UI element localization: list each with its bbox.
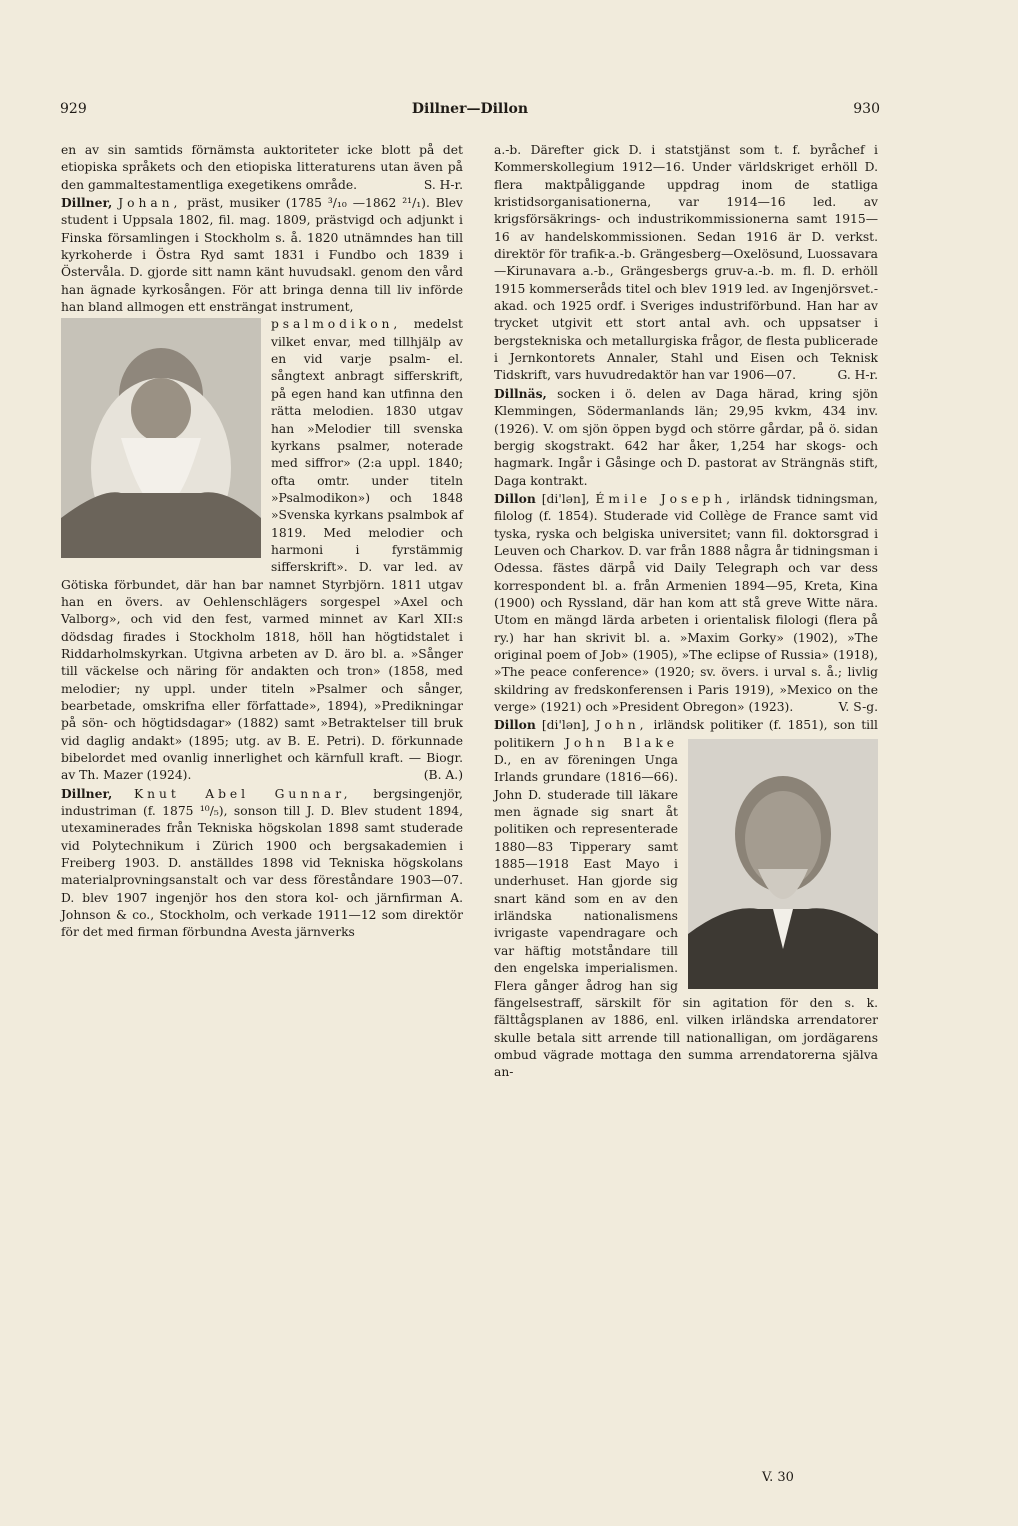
entry-headword: Dillon <box>494 490 536 506</box>
running-title: Dillner—Dillon <box>411 101 529 117</box>
entry-dillnas: Dillnäs, socken i ö. delen av Daga härad, kring sjön Klemmingen, Södermanlands län; 29,95 kvkm, 434 inv. (1926). V. om sjön öppen bygd och större gårdar, på ö. sidan bergig skogstrakt. 642 har åker, 1,254 har skogs- och hagmark. Ingår i Gåsinge och D. pastorat av Strängnäs stift, Daga kontrakt. <box>494 385 878 488</box>
author-signature: S. H-r. <box>423 177 463 192</box>
entry-given-name: John, <box>595 718 648 733</box>
portrait-johan-dillner <box>61 318 261 558</box>
entry-dillon-john: Dillon [di'lən], John, irländsk politiker (f. 1851), son till politikern John Blake D., en av föreningen Unga Irlands grundare (1816—66). John D. studerade till läkare men ägnade sig snart åt politiken och representerade 1880—83 Tipperary samt 1885—1918 East Mayo i underhuset. Han gjorde sig snart känd som en av den irländska nationalismens ivrigaste vapendragare och var häftig motståndare till den engelska imperialismen. Flera gånger ådrog han sig fängelsestraff, särskilt för sin agitation för den s. k. fälttågsplanen av 1886, enl. vilken irländska arrendatorer skulle betala sitt arrende till nationalligan, om jordägarens ombud vägrade mottaga den summa arrendatorerna själva an- <box>494 717 878 1080</box>
instrument-name: psalmodikon, <box>271 317 402 332</box>
entry-dillon-emile: Dillon [di'lən], Émile Joseph, irländsk tidningsman, filolog (f. 1854). Studerade vid Collège de France samt vid tyska, ryska och belgiska universitet; vann fil. doktorsgrad i Leuven och Charkov. D. var från 1888 några år tidningsman i Odessa. fästes därpå vid Daily Telegraph och var dess korrespondent bl. a. från Armenien 1894—95, Kreta, Kina (1900) och Ryssland, där han kom att stå greve Witte nära. Utom en mängd lärda arbeten i orientalisk filologi (flera på ry.) har han skrivit bl. a. »Maxim Gorky» (1902), »The original poem of Job» (1905), »The eclipse of Russia» (1918), »The peace conference» (1920; sv. övers. i urval s. å.; livlig skildring av fredskonferensen i Paris 1919), »Mexico on the verge» (1921) och »President Obregon» (1923). V. S-g. <box>494 490 878 716</box>
entry-continuation-knut: a.-b. Därefter gick D. i statstjänst som t. f. byråchef i Kommerskollegium 1912—16. Under världskriget erhöll D. flera maktpåliggande uppdrag inom de statliga kristidsorganisationerna, var 1914—16 led. av krigsförsäkrings- och industrikommissionerna samt 1915—16 av handelskommissionen. Sedan 1916 är D. verkst. direktör för trafik-a.-b. Grängesberg—Oxelösund, Luossavara—Kirunavara a.-b., Grängesbergs gruv-a.-b. m. fl. D. erhöll 1915 kommerseråds titel och blev 1919 led. av Ingenjörsvet.-akad. och 1925 ordf. i Sveriges industriförbund. Han har av trycket utgivit ett stort antal avh. och uppsatser i bergstekniska och metallurgiska frågor, de flesta publicerade i Jernkontorets Annaler, Stahl und Eisen och Teknisk Tidskrift, vars huvudredaktör han var 1906—07. G. H-r. <box>494 142 878 385</box>
entry-continuation: en av sin samtids förnämsta auktoriteter icke blott på det etiopiska språkets och den etiopiska litteraturens utan även på den gammaltestamentliga exegetikens område. S. H-r. <box>61 142 463 194</box>
right-page-number: 930 <box>853 101 880 117</box>
entry-dillner-johan: Dillner, Johan, präst, musiker (1785 ³/₁₀ —1862 ²¹/₁). Blev student i Uppsala 1802, fil. mag. 1809, prästvigd och adjunkt i Finska församlingen i Stockholm s. å. 1820 utnämndes han till kyrkoherde i Östra Ryd samt 1831 i Fundbo och 1839 i Östervåla. D. gjorde sitt namn känt huvudsakl. genom den vård han ägnade kyrkosången. För att bringa denna till liv införde han bland allmogen ett ensträngat instrument, <box>61 195 463 315</box>
father-name: John Blake <box>564 735 678 750</box>
entry-headword: Dillnäs, <box>494 385 547 401</box>
left-page-number: 929 <box>60 101 87 117</box>
page-header <box>60 101 880 125</box>
author-signature: V. S-g. <box>838 700 878 714</box>
portrait-john-dillon <box>688 739 878 989</box>
author-signature: G. H-r. <box>837 368 878 383</box>
entry-headword: Dillner, <box>61 785 113 801</box>
author-signature: (B. A.) <box>423 768 463 783</box>
entry-given-name: Johan, <box>118 196 182 211</box>
entry-given-name: Émile Joseph, <box>595 491 734 506</box>
left-column <box>61 142 463 942</box>
entry-dillner-knut: Dillner, Knut Abel Gunnar, bergsingenjör, industriman (f. 1875 ¹⁰/₅), sonson till J. D. Blev student 1894, utexaminerades från Tekniska högskolan 1898 samt studerade vid Polytechnikum i Zürich 1900 och bergsakademien i Freiberg 1903. D. anställdes 1898 vid Tekniska högskolans materialprovningsanstalt och var dess föreståndare 1903—07. D. blev 1907 ingenjör hos den stora kol- och järnfirman A. Johnson & co., Stockholm, och verkade 1911—12 som direktör för det med firman förbundna Avesta järnverks <box>61 785 463 940</box>
entry-headword: Dillon <box>494 717 536 733</box>
pronunciation: [di'lən], <box>541 491 590 506</box>
pronunciation: [di'lən], <box>541 718 590 733</box>
right-column <box>494 142 878 1082</box>
entry-given-name: Knut Abel Gunnar, <box>133 786 352 801</box>
entry-dillner-johan-cont: psalmodikon, medelst vilket envar, med tillhjälp av en vid varje psalm- el. sångtext anbragt sifferskrift, på egen hand kan utfinna den rätta melodien. 1830 utgav han »Melodier till svenska kyrkans psalmer, noterade med siffror» (2:a uppl. 1840; ofta omtr. under titeln »Psalmodikon») och 1848 »Svenska kyrkans psalmbok af 1819. Med melodier och harmoni i fyrstämmig sifferskrift». D. var led. av Götiska förbundet, där han bar namnet Styrbjörn. 1811 utgav han en övers. av Oehlenschlägers sorgespel »Axel och Valborg», och vid den fest, varmed minnet av Karl XII:s dödsdag firades i Stockholm 1818, höll han högtidstalet i Riddarholmskyrkan. Utgivna arbeten av D. äro bl. a. »Sånger till väckelse och näring för andakten och tron» (1858, med melodier; ny uppl. under titeln »Psalmer och sånger, bearbetade, omskrifna eller författade», 1894), »Predikningar på sön- och högtidsdagar» (1882) samt »Betraktelser till bruk vid daglig andakt» (1895; utg. av B. E. Petri). D. förkunnade bibelordet med ovanlig innerlighet och kärnfull kraft. — Biogr. av Th. Mazer (1924). (B. A.) <box>61 316 463 784</box>
entry-headword: Dillner, <box>61 195 113 211</box>
volume-mark: V. 30 <box>762 1470 794 1485</box>
